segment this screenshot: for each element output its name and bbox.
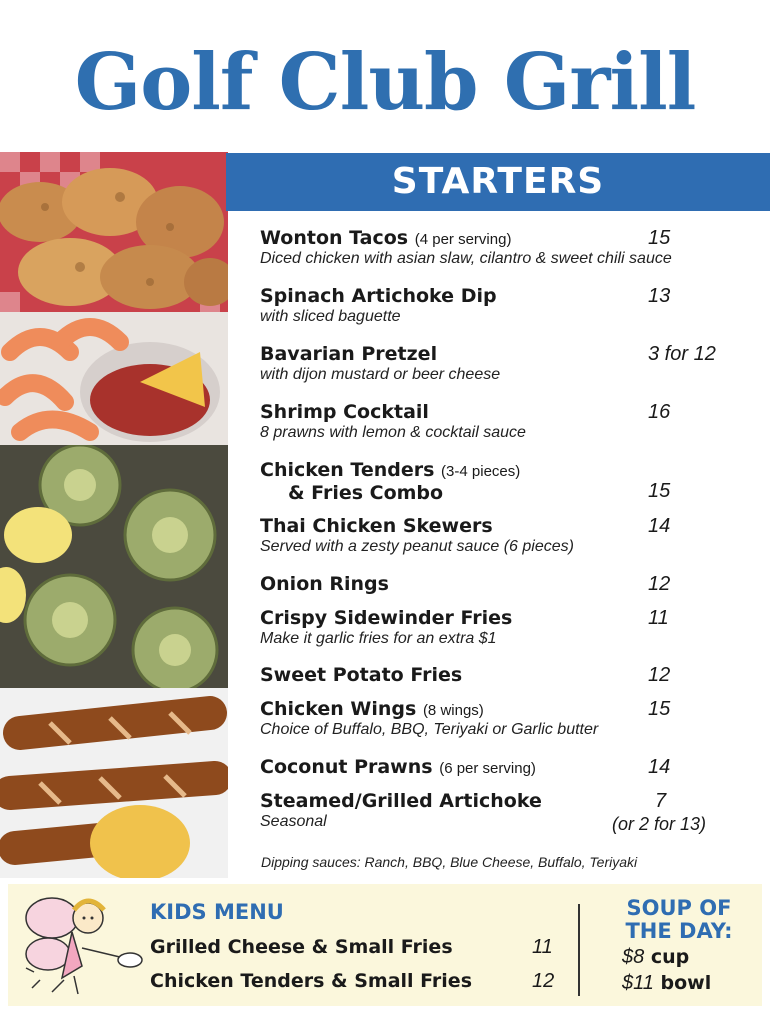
soup-heading-line1: SOUP OF	[626, 896, 732, 920]
dipping-sauces-note: Dipping sauces: Ranch, BBQ, Blue Cheese, Buffalo, Teriyaki	[261, 854, 638, 870]
soup-heading	[606, 897, 752, 943]
menu-item-thai-chicken-skewers	[260, 515, 760, 556]
pretzel-photo	[0, 688, 228, 878]
soup-price: $8	[622, 946, 645, 968]
item-price: 14	[648, 756, 671, 778]
item-price-alt: (or 2 for 13)	[612, 814, 707, 834]
item-description: with sliced baguette	[260, 308, 401, 325]
kids-menu-heading: KIDS MENU	[150, 900, 284, 924]
item-price: 7	[655, 790, 667, 812]
item-description: Seasonal	[260, 813, 327, 830]
soup-price: $11	[622, 972, 654, 994]
starters-heading: STARTERS	[226, 153, 770, 211]
soup-size: bowl	[660, 972, 712, 994]
menu-item-wonton-tacos	[260, 227, 760, 268]
item-price: 11	[648, 607, 669, 629]
kids-item-price: 12	[532, 970, 555, 992]
item-description: 8 prawns with lemon & cocktail sauce	[260, 424, 526, 441]
fried-chicken-photo	[0, 152, 228, 312]
item-price: 3 for 12	[648, 343, 716, 365]
item-name-continued: & Fries Combo	[288, 482, 444, 504]
item-price: 12	[648, 664, 671, 686]
restaurant-title: Golf Club Grill	[74, 37, 696, 128]
item-name: Shrimp Cocktail	[260, 401, 429, 423]
item-description: Choice of Buffalo, BBQ, Teriyaki or Garlic butter	[260, 721, 599, 738]
item-description: Diced chicken with asian slaw, cilantro & sweet chili sauce	[260, 250, 672, 267]
item-price: 15	[648, 698, 671, 720]
item-price: 14	[648, 515, 671, 537]
item-name: Thai Chicken Skewers	[260, 515, 493, 537]
item-note: (3-4 pieces)	[441, 463, 521, 480]
item-name: Onion Rings	[260, 573, 389, 595]
food-photo-column	[0, 152, 228, 878]
item-description: Make it garlic fries for an extra $1	[260, 630, 497, 647]
item-price: 15	[648, 480, 671, 502]
menu-item-chicken-tenders	[260, 459, 760, 504]
fairy-illustration	[12, 888, 144, 1000]
kids-item-chicken-tenders: Chicken Tenders & Small Fries	[150, 970, 472, 992]
kids-item-price: 11	[532, 936, 553, 958]
item-name: Bavarian Pretzel	[260, 343, 438, 365]
panel-divider	[578, 904, 580, 996]
item-name: Chicken Wings	[260, 698, 417, 720]
item-note: (6 per serving)	[439, 760, 536, 777]
item-name: Chicken Tenders	[260, 459, 435, 481]
item-note: (8 wings)	[422, 702, 484, 719]
item-name: Sweet Potato Fries	[260, 664, 463, 686]
menu-item-sweet-potato-fries	[260, 664, 760, 686]
item-note: (4 per serving)	[414, 231, 512, 248]
shrimp-cocktail-photo	[0, 312, 228, 445]
soup-option-bowl	[622, 972, 711, 995]
item-description: with dijon mustard or beer cheese	[260, 366, 501, 383]
menu-item-chicken-wings	[260, 698, 760, 739]
item-name: Crispy Sidewinder Fries	[260, 607, 513, 629]
artichoke-photo	[0, 445, 228, 688]
menu-item-onion-rings	[260, 573, 760, 595]
item-name: Spinach Artichoke Dip	[260, 285, 497, 307]
soup-option-cup	[622, 946, 689, 969]
menu-item-crispy-sidewinder-fries	[260, 607, 760, 648]
menu-item-shrimp-cocktail	[260, 401, 760, 442]
item-price: 13	[648, 285, 671, 307]
item-name: Wonton Tacos	[260, 227, 409, 249]
kids-item-grilled-cheese: Grilled Cheese & Small Fries	[150, 936, 453, 958]
item-name: Coconut Prawns	[260, 756, 433, 778]
item-price: 15	[648, 227, 671, 249]
soup-heading-line2: THE DAY:	[625, 919, 733, 943]
item-name: Steamed/Grilled Artichoke	[260, 790, 542, 812]
soup-size: cup	[650, 946, 690, 968]
item-description: Served with a zesty peanut sauce (6 pieces)	[260, 538, 574, 555]
item-price: 16	[648, 401, 671, 423]
item-price: 12	[648, 573, 671, 595]
menu-item-spinach-artichoke-dip	[260, 285, 760, 326]
menu-item-coconut-prawns	[260, 756, 760, 778]
